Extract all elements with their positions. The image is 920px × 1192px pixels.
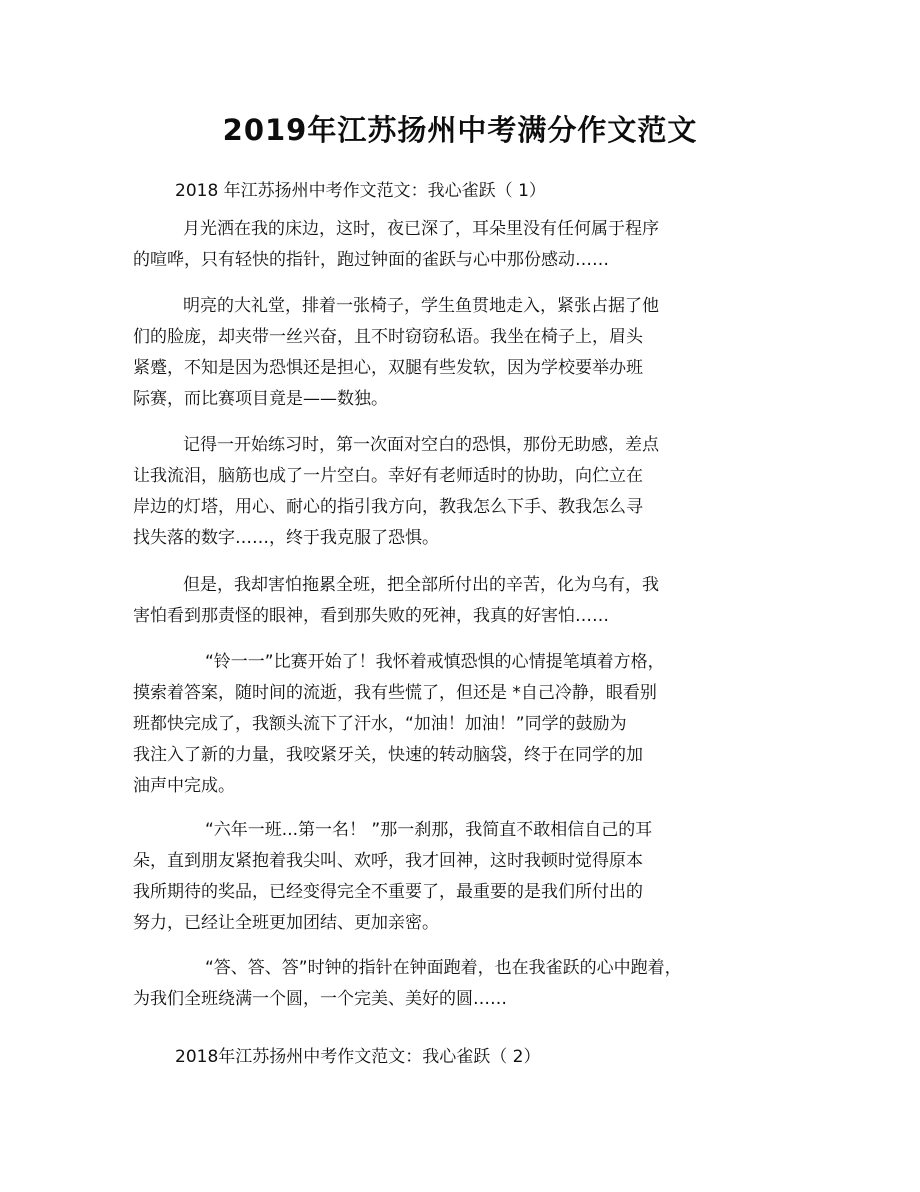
paragraph-line: 际赛，而比赛项目竟是——数独。 [133, 389, 388, 409]
paragraph-line: “六年一班...第一名！ ”那一刹那，我简直不敢相信自己的耳 [205, 820, 653, 840]
paragraph-line: 我注入了新的力量，我咬紧牙关，快速的转动脑袋，终于在同学的加 [133, 745, 643, 765]
paragraph-2 [133, 291, 733, 415]
paragraph-line: 们的脸庞，却夹带一丝兴奋，且不时窃窃私语。我坐在椅子上，眉头 [133, 327, 643, 347]
paragraph-line: 找失落的数字……，终于我克服了恐惧。 [133, 528, 439, 548]
paragraph-line: 月光洒在我的床边，这时，夜已深了，耳朵里没有任何属于程序 [183, 219, 659, 239]
paragraph-line: 明亮的大礼堂，排着一张椅子，学生鱼贯地走入，紧张占据了他 [183, 296, 659, 316]
paragraph-line: 但是，我却害怕拖累全班，把全部所付出的辛苦，化为乌有，我 [183, 575, 659, 595]
paragraph-line: 害怕看到那责怪的眼神，看到那失败的死神，我真的好害怕…… [133, 606, 609, 626]
paragraph-line: 班都快完成了，我额头流下了汗水，“加油！加油！”同学的鼓励为 [133, 714, 627, 734]
paragraph-line: 摸索着答案，随时间的流逝，我有些慌了，但还是 *自己冷静，眼看别 [133, 683, 657, 703]
paragraph-line: 紧蹙，不知是因为恐惧还是担心，双腿有些发软，因为学校要举办班 [133, 358, 643, 378]
paragraph-4 [133, 570, 733, 632]
paragraph-line: 我所期待的奖品，已经变得完全不重要了，最重要的是我们所付出的 [133, 882, 643, 902]
paragraph-line: 岸边的灯塔，用心、耐心的指引我方向，教我怎么下手、教我怎么寻 [133, 497, 643, 517]
paragraph-line: 努力，已经让全班更加团结、更加亲密。 [133, 913, 439, 933]
paragraph-line: “铃一一”比赛开始了！我怀着戒慎恐惧的心情提笔填着方格， [205, 652, 665, 672]
paragraph-line: 油声中完成。 [133, 776, 235, 796]
section-heading-2: 2018年江苏扬州中考作文范文：我心雀跃（ 2） [175, 1047, 541, 1067]
paragraph-3 [133, 430, 733, 554]
paragraph-7 [133, 953, 733, 1015]
paragraph-line: 记得一开始练习时，第一次面对空白的恐惧，那份无助感，差点 [183, 435, 659, 455]
paragraph-line: 让我流泪，脑筋也成了一片空白。幸好有老师适时的协助，向伫立在 [133, 466, 643, 486]
paragraph-1 [133, 214, 733, 276]
paragraph-line: 的喧哗，只有轻快的指针，跑过钟面的雀跃与心中那份感动…… [133, 250, 609, 270]
paragraph-6 [133, 815, 733, 939]
paragraph-5 [133, 647, 733, 802]
section-heading-1: 2018 年江苏扬州中考作文范文：我心雀跃（ 1） [175, 181, 546, 201]
document-title: 2019年江苏扬州中考满分作文范文 [222, 113, 698, 147]
paragraph-line: 为我们全班绕满一个圆，一个完美、美好的圆…… [133, 989, 507, 1009]
paragraph-line: 朵，直到朋友紧抱着我尖叫、欢呼，我才回神，这时我顿时觉得原本 [133, 851, 643, 871]
paragraph-line: “答、答、答”时钟的指针在钟面跑着，也在我雀跃的心中跑着， [205, 958, 682, 978]
